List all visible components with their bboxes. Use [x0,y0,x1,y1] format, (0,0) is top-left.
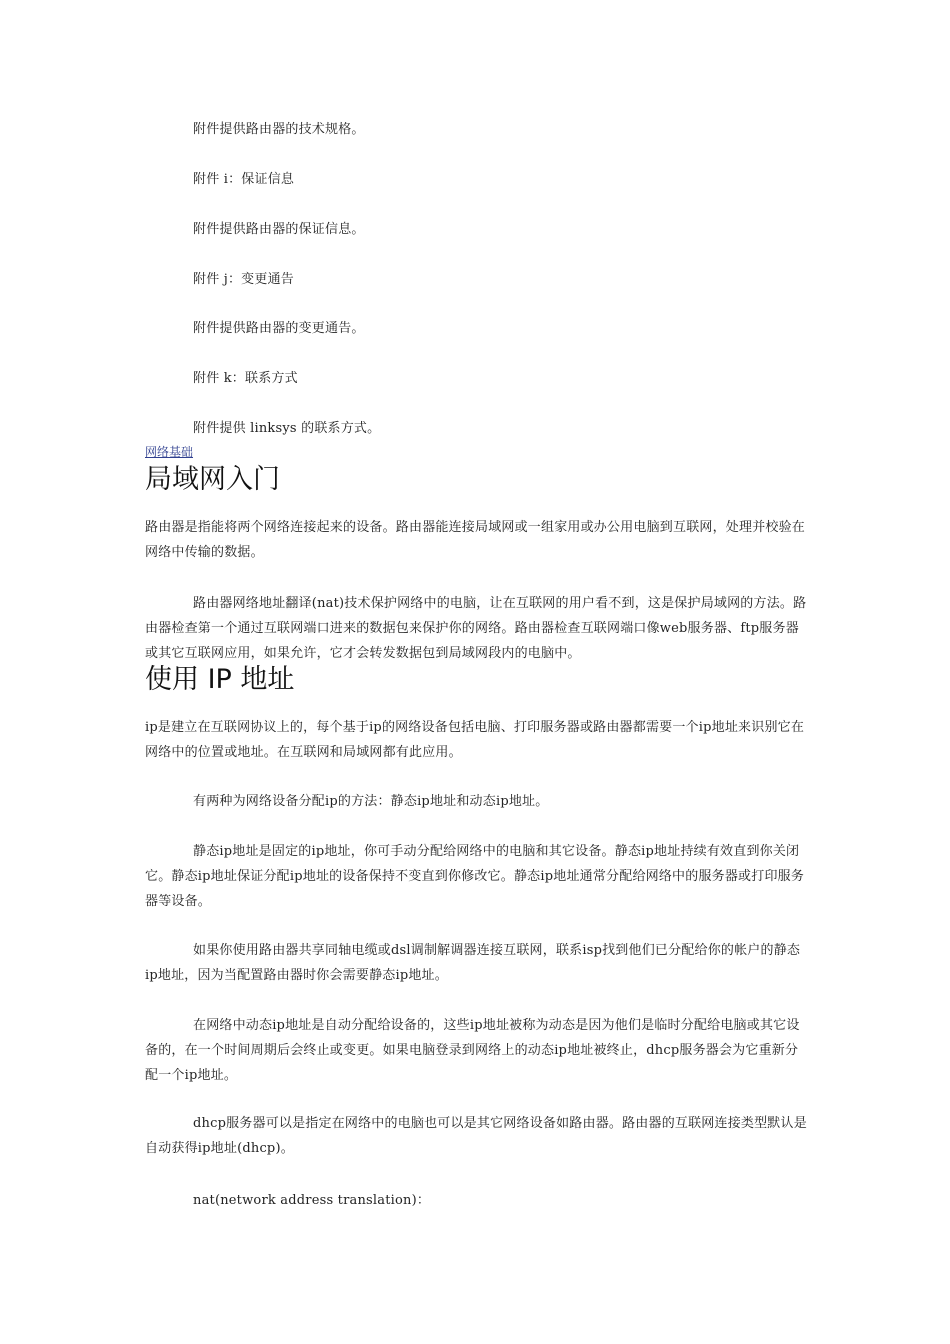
appendix-j-description: 附件提供路由器的变更通告。 [193,321,365,336]
appendix-k-title: 附件 k：联系方式 [193,371,298,386]
appendix-k-description: 附件提供 linksys 的联系方式。 [193,421,381,436]
lan-paragraph-2: 路由器网络地址翻译(nat)技术保护网络中的电脑，让在互联网的用户看不到，这是保护局域网的方法。路由器检查第一个通过互联网端口进来的数据包来保护你的网络。路由器检查互联网端口像web服务器、ftp服务器或其它互联网应用，如果允许，它才会转发数据包到局域网段内的电脑中。 [145,596,807,661]
lan-paragraph-1: 路由器是指能将两个网络连接起来的设备。路由器能连接局域网或一组家用或办公用电脑到互联网，处理并校验在网络中传输的数据。 [145,520,806,560]
ip-paragraph-3: 静态ip地址是固定的ip地址，你可手动分配给网络中的电脑和其它设备。静态ip地址持续有效直到你关闭它。静态ip地址保证分配ip地址的设备保持不变直到你修改它。静态ip地址通常分配给网络中的服务器或打印服务器等设备。 [145,844,805,909]
ip-paragraph-1: ip是建立在互联网协议上的，每个基于ip的网络设备包括电脑、打印服务器或路由器都需要一个ip地址来识别它在网络中的位置或地址。在互联网和局域网都有此应用。 [145,720,805,760]
ip-paragraph-6: dhcp服务器可以是指定在网络中的电脑也可以是其它网络设备如路由器。路由器的互联网连接类型默认是自动获得ip地址(dhcp)。 [145,1116,807,1156]
ip-paragraph-5: 在网络中动态ip地址是自动分配给设备的，这些ip地址被称为动态是因为他们是临时分配给电脑或其它设备的，在一个时间周期后会终止或变更。如果电脑登录到网络上的动态ip地址被终止，dhcp服务器会为它重新分配一个ip地址。 [145,1018,800,1083]
ip-heading: 使用 IP 地址 [145,664,295,695]
appendix-j-title: 附件 j：变更通告 [193,272,294,287]
ip-paragraph-7: nat(network address translation)： [193,1193,431,1208]
ip-paragraph-4: 如果你使用路由器共享同轴电缆或dsl调制解调器连接互联网，联系isp找到他们已分配给你的帐户的静态ip地址，因为当配置路由器时你会需要静态ip地址。 [145,943,801,983]
ip-paragraph-2: 有两种为网络设备分配ip的方法：静态ip地址和动态ip地址。 [193,794,549,809]
network-basics-link[interactable]: 网络基础 [145,445,194,459]
appendix-i-title: 附件 i：保证信息 [193,172,295,187]
appendix-i-description: 附件提供路由器的保证信息。 [193,222,365,237]
lan-heading: 局域网入门 [145,464,280,495]
appendix-h-description: 附件提供路由器的技术规格。 [193,122,365,137]
